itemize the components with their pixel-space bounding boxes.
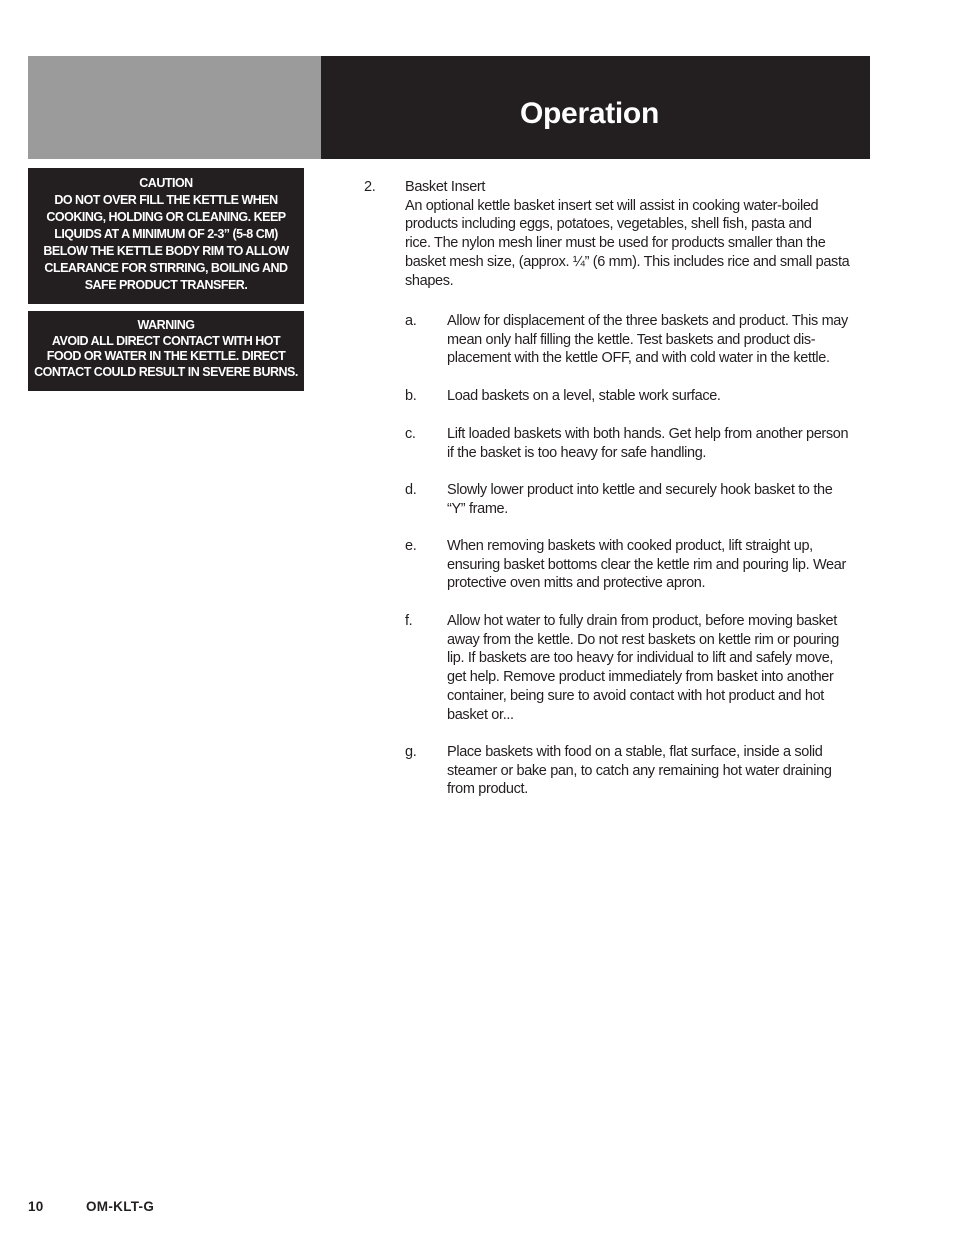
header-gray-block bbox=[28, 56, 321, 159]
warning-line: CONTACT COULD RESULT IN SEVERE BURNS. bbox=[34, 364, 298, 379]
caution-line: SAFE PRODUCT TRANSFER. bbox=[84, 278, 248, 292]
warning-line: FOOD OR WATER IN THE KETTLE. DIRECT bbox=[46, 349, 286, 363]
step-line: Place baskets with food on a stable, flat surface, inside a solid bbox=[447, 744, 823, 760]
caution-box bbox=[28, 168, 304, 304]
warning-line: AVOID ALL DIRECT CONTACT WITH HOT bbox=[51, 333, 281, 348]
step-text bbox=[447, 312, 875, 368]
intro-line: basket mesh size, (approx. ¼” (6 mm). This includes rice and small pasta bbox=[405, 253, 850, 270]
caution-line: CLEARANCE FOR STIRRING, BOILING AND bbox=[44, 261, 288, 275]
step-line: Slowly lower product into kettle and securely hook basket to the bbox=[447, 482, 833, 498]
step-line: protective oven mitts and protective apron. bbox=[447, 575, 706, 592]
page-number: 10 bbox=[28, 1199, 44, 1214]
step-text bbox=[447, 387, 875, 406]
step-letter: e. bbox=[405, 538, 417, 554]
document-code: OM-KLT-G bbox=[86, 1199, 155, 1214]
step-text bbox=[447, 425, 875, 462]
page-title: Operation bbox=[520, 97, 659, 130]
step-letter: c. bbox=[405, 426, 416, 442]
step-line: placement with the kettle OFF, and with cold water in the kettle. bbox=[447, 350, 830, 367]
step-text bbox=[447, 743, 875, 799]
step-line: from product. bbox=[447, 781, 528, 798]
caution-line: BELOW THE KETTLE BODY RIM TO ALLOW bbox=[43, 244, 289, 258]
caution-heading: CAUTION bbox=[139, 176, 193, 190]
caution-line: DO NOT OVER FILL THE KETTLE WHEN bbox=[54, 193, 278, 207]
intro-line: rice. The nylon mesh liner must be used for products smaller than the bbox=[405, 235, 826, 252]
caution-line: LIQUIDS AT A MINIMUM OF 2-3” (5-8 CM) bbox=[54, 227, 278, 241]
intro-line: products including eggs, potatoes, vegetables, shell fish, pasta and bbox=[405, 216, 812, 233]
section-title: Basket Insert bbox=[405, 179, 486, 195]
step-letter: g. bbox=[405, 744, 417, 760]
caution-line: COOKING, HOLDING OR CLEANING. KEEP bbox=[46, 210, 286, 224]
step-line: get help. Remove product immediately from basket into another bbox=[447, 669, 834, 686]
step-line: When removing baskets with cooked product, lift straight up, bbox=[447, 538, 813, 554]
step-line: “Y” frame. bbox=[447, 500, 508, 517]
step-line: basket or... bbox=[447, 706, 514, 723]
step-line: Lift loaded baskets with both hands. Get help from another person bbox=[447, 426, 849, 442]
step-text bbox=[447, 481, 875, 518]
step-line: ensuring basket bottoms clear the kettle rim and pouring lip. Wear bbox=[447, 556, 846, 573]
intro-line: An optional kettle basket insert set will assist in cooking water-boiled bbox=[405, 197, 819, 214]
step-line: Load baskets on a level, stable work surface. bbox=[447, 388, 721, 404]
step-line: mean only half filling the kettle. Test baskets and product dis- bbox=[447, 331, 816, 348]
section-number: 2. bbox=[364, 179, 376, 195]
step-line: away from the kettle. Do not rest baskets on kettle rim or pouring bbox=[447, 631, 839, 648]
step-line: steamer or bake pan, to catch any remaining hot water draining bbox=[447, 762, 832, 779]
section-body bbox=[405, 178, 873, 290]
step-letter: a. bbox=[405, 313, 417, 329]
step-line: container, being sure to avoid contact with hot product and hot bbox=[447, 687, 824, 704]
step-text bbox=[447, 612, 875, 724]
step-letter: d. bbox=[405, 482, 417, 498]
step-line: Allow hot water to fully drain from product, before moving basket bbox=[447, 613, 837, 629]
warning-box bbox=[28, 311, 304, 391]
intro-line: shapes. bbox=[405, 272, 454, 289]
header-black-block bbox=[321, 56, 870, 159]
step-line: Allow for displacement of the three baskets and product. This may bbox=[447, 313, 848, 329]
warning-heading: WARNING bbox=[137, 318, 195, 332]
step-letter: b. bbox=[405, 388, 417, 404]
step-letter: f. bbox=[405, 613, 413, 629]
step-line: if the basket is too heavy for safe handling. bbox=[447, 444, 707, 461]
step-text bbox=[447, 537, 875, 593]
step-line: lip. If baskets are too heavy for individual to lift and safely move, bbox=[447, 650, 834, 667]
